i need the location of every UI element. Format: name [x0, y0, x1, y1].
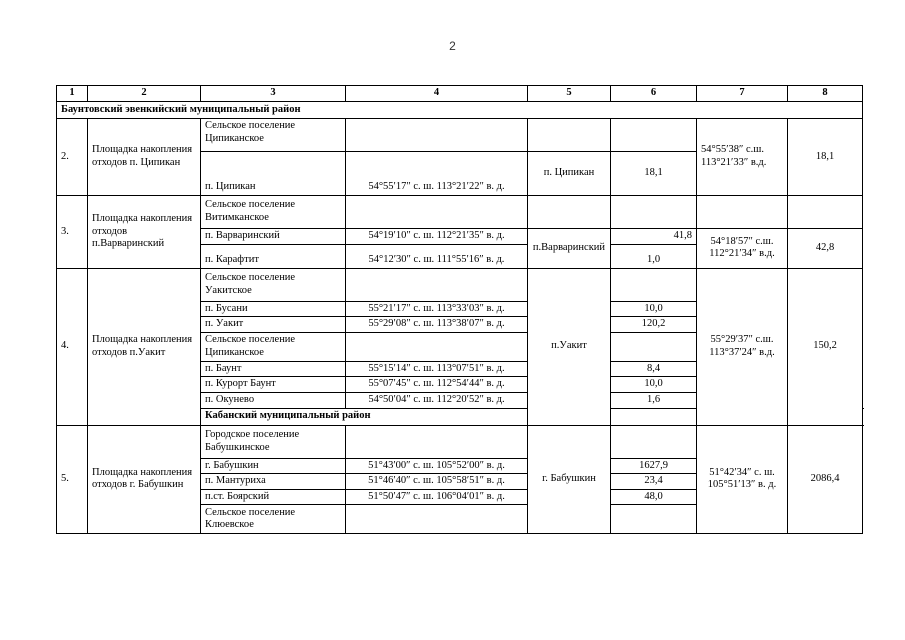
site-name: Площадка накопления отходов п. Ципикан	[88, 119, 201, 196]
locality-coordinates: 54°19′10″ с. ш. 112°21′35″ в. д.	[346, 229, 528, 245]
page-number: 2	[449, 39, 456, 53]
header-cell: 4	[346, 86, 528, 102]
header-cell: 7	[697, 86, 788, 102]
settlement-name: Сельское поселение Клюевское	[201, 505, 346, 534]
table-row	[57, 268, 863, 301]
settlement-name: Сельское поселение Витимканское	[201, 196, 346, 229]
empty-cell	[611, 268, 697, 301]
header-cell: 8	[788, 86, 863, 102]
locality-volume: 120,2	[611, 317, 697, 333]
table-row	[57, 425, 863, 458]
header-cell: 5	[528, 86, 611, 102]
locality-volume: 10,0	[611, 301, 697, 317]
waste-sites-table	[56, 85, 863, 534]
locality-volume: 41,8	[611, 229, 697, 245]
row-number: 4.	[57, 268, 88, 425]
header-cell: 1	[57, 86, 88, 102]
locality-coordinates: 54°55′17″ с. ш. 113°21′22″ в. д.	[346, 152, 528, 196]
empty-cell	[346, 505, 528, 534]
site-coordinates: 54°55′38″ с.ш. 113°21′33″ в.д.	[697, 119, 788, 196]
locality-name: п. Ципикан	[201, 152, 346, 196]
empty-cell	[346, 196, 528, 229]
locality-name: г. Бабушкин	[201, 458, 346, 474]
empty-cell	[788, 196, 863, 229]
locality-name: п. Баунт	[201, 361, 346, 377]
locality-coordinates: 51°50′47″ с. ш. 106°04′01″ в. д.	[346, 489, 528, 505]
placement-locality: п.Уакит	[528, 268, 611, 425]
settlement-name: Сельское поселение Уакитское	[201, 268, 346, 301]
locality-coordinates: 55°29′08″ с. ш. 113°38′07″ в. д.	[346, 317, 528, 333]
locality-volume: 8,4	[611, 361, 697, 377]
locality-volume: 18,1	[611, 152, 697, 196]
header-cell: 2	[88, 86, 201, 102]
locality-coordinates: 51°43′00″ с. ш. 105°52′00″ в. д.	[346, 458, 528, 474]
settlement-name: Городское поселение Бабушкинское	[201, 425, 346, 458]
locality-name: п.ст. Боярский	[201, 489, 346, 505]
empty-cell	[611, 196, 697, 229]
locality-name: п. Окунево	[201, 392, 346, 408]
total-volume: 42,8	[788, 229, 863, 269]
locality-name: п. Варваринский	[201, 229, 346, 245]
district-name: Баунтовский эвенкийский муниципальный район	[57, 102, 863, 119]
site-name: Площадка накопления отходов п.Уакит	[88, 268, 201, 425]
locality-coordinates: 51°46′40″ с. ш. 105°58′51″ в. д.	[346, 474, 528, 490]
settlement-name: Сельское поселение Ципиканское	[201, 119, 346, 152]
locality-name: п. Бусани	[201, 301, 346, 317]
site-name: Площадка накопления отходов п.Варваринский	[88, 196, 201, 269]
locality-coordinates: 55°15′14″ с. ш. 113°07′51″ в. д.	[346, 361, 528, 377]
placement-locality: п.Варваринский	[528, 229, 611, 269]
empty-cell	[346, 119, 528, 152]
empty-cell	[346, 425, 528, 458]
locality-volume: 1,0	[611, 244, 697, 268]
locality-coordinates: 55°21′17″ с. ш. 113°33′03″ в. д.	[346, 301, 528, 317]
empty-cell	[528, 119, 611, 152]
district-row	[57, 102, 863, 119]
empty-cell	[611, 119, 697, 152]
site-coordinates: 55°29′37″ с.ш. 113°37′24″ в.д.	[697, 268, 788, 425]
site-coordinates: 54°18′57″ с.ш. 112°21′34″ в.д.	[697, 229, 788, 269]
locality-volume: 1627,9	[611, 458, 697, 474]
empty-cell	[528, 196, 611, 229]
total-volume: 2086,4	[788, 425, 863, 534]
empty-cell	[611, 505, 697, 534]
total-volume: 150,2	[788, 268, 863, 425]
empty-cell	[611, 332, 697, 361]
settlement-name: Сельское поселение Ципиканское	[201, 332, 346, 361]
row-number: 5.	[57, 425, 88, 534]
locality-name: п. Уакит	[201, 317, 346, 333]
locality-volume: 23,4	[611, 474, 697, 490]
locality-coordinates: 54°50′04″ с. ш. 112°20′52″ в. д.	[346, 392, 528, 408]
locality-name: п. Мантуриха	[201, 474, 346, 490]
empty-cell	[346, 268, 528, 301]
table-row	[57, 119, 863, 152]
table-row	[57, 196, 863, 229]
site-name: Площадка накопления отходов г. Бабушкин	[88, 425, 201, 534]
empty-cell	[611, 425, 697, 458]
locality-volume: 48,0	[611, 489, 697, 505]
locality-volume: 1,6	[611, 392, 697, 408]
row-number: 3.	[57, 196, 88, 269]
locality-name: п. Курорт Баунт	[201, 377, 346, 393]
total-volume: 18,1	[788, 119, 863, 196]
locality-coordinates: 55°07′45″ с. ш. 112°54′44″ в. д.	[346, 377, 528, 393]
header-cell: 6	[611, 86, 697, 102]
district-name: Кабанский муниципальный район	[201, 408, 863, 425]
placement-locality: г. Бабушкин	[528, 425, 611, 534]
row-number: 2.	[57, 119, 88, 196]
locality-volume: 10,0	[611, 377, 697, 393]
header-cell: 3	[201, 86, 346, 102]
locality-coordinates: 54°12′30″ с. ш. 111°55′16″ в. д.	[346, 244, 528, 268]
locality-name: п. Карафтит	[201, 244, 346, 268]
empty-cell	[346, 332, 528, 361]
placement-locality: п. Ципикан	[528, 152, 611, 196]
site-coordinates: 51°42′34″ с. ш. 105°51′13″ в. д.	[697, 425, 788, 534]
header-row	[57, 86, 863, 102]
empty-cell	[697, 196, 788, 229]
